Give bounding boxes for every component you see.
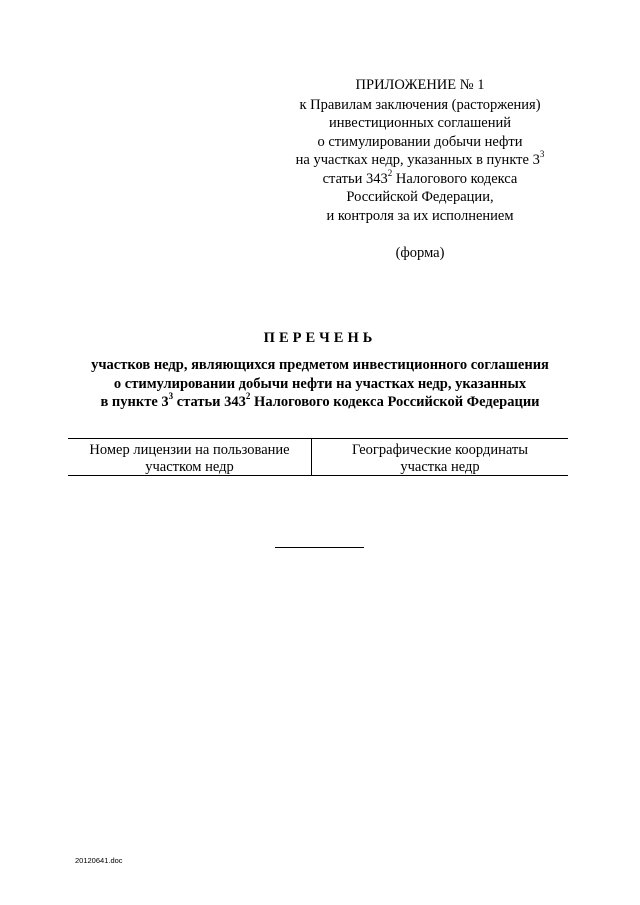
subheading-superscript-1: 3 — [168, 391, 174, 402]
table-header-license-line-2: участком недр — [145, 458, 234, 475]
table-header-license-line-1: Номер лицензии на пользование — [89, 442, 290, 458]
appendix-line-4 — [270, 151, 570, 170]
appendix-line-7: и контроля за их исполнением — [326, 207, 514, 224]
appendix-line-4-text: на участках недр, указанных в пункте 3 — [295, 152, 540, 168]
subheading-superscript-2: 2 — [245, 391, 251, 402]
appendix-line-6: Российской Федерации, — [346, 189, 494, 205]
footer-filename: 20120641.doc — [75, 856, 123, 865]
subheading-line-1: участков недр, являющихся предметом инвестиционного соглашения — [91, 357, 549, 373]
table-header-coordinates — [312, 439, 568, 475]
document-heading: ПЕРЕЧЕНЬ — [263, 330, 377, 346]
appendix-line-4-superscript: 3 — [539, 149, 545, 160]
document-subheading — [40, 356, 600, 412]
appendix-line-1: к Правилам заключения (расторжения) — [299, 96, 541, 113]
subheading-line-3-pre: в пункте 3 — [100, 394, 169, 410]
parcels-table — [68, 438, 568, 476]
appendix-line-5-pre: статьи 343 — [322, 170, 388, 187]
table-header-coordinates-line-1: Географические координаты — [351, 442, 529, 458]
subheading-line-3-mid: статьи 343 — [173, 394, 246, 410]
form-label: (форма) — [395, 245, 445, 261]
table-header-license-number — [68, 439, 312, 475]
appendix-header — [270, 76, 570, 263]
subheading-line-3-post: Налогового кодекса Российской Федерации — [250, 394, 540, 410]
appendix-line-2: инвестиционных соглашений — [329, 115, 511, 131]
appendix-line-5-post: Налогового кодекса — [392, 170, 518, 187]
appendix-line-5 — [270, 167, 570, 189]
subheading-line-2: о стимулировании добычи нефти на участках недр, указанных — [113, 375, 527, 392]
closing-divider — [275, 547, 364, 548]
table-header-coordinates-line-2: участка недр — [400, 458, 480, 475]
appendix-title: ПРИЛОЖЕНИЕ № 1 — [355, 77, 485, 93]
appendix-line-5-superscript: 2 — [387, 167, 393, 178]
subheading-line-3 — [40, 393, 600, 412]
appendix-line-3: о стимулировании добычи нефти — [317, 133, 523, 150]
